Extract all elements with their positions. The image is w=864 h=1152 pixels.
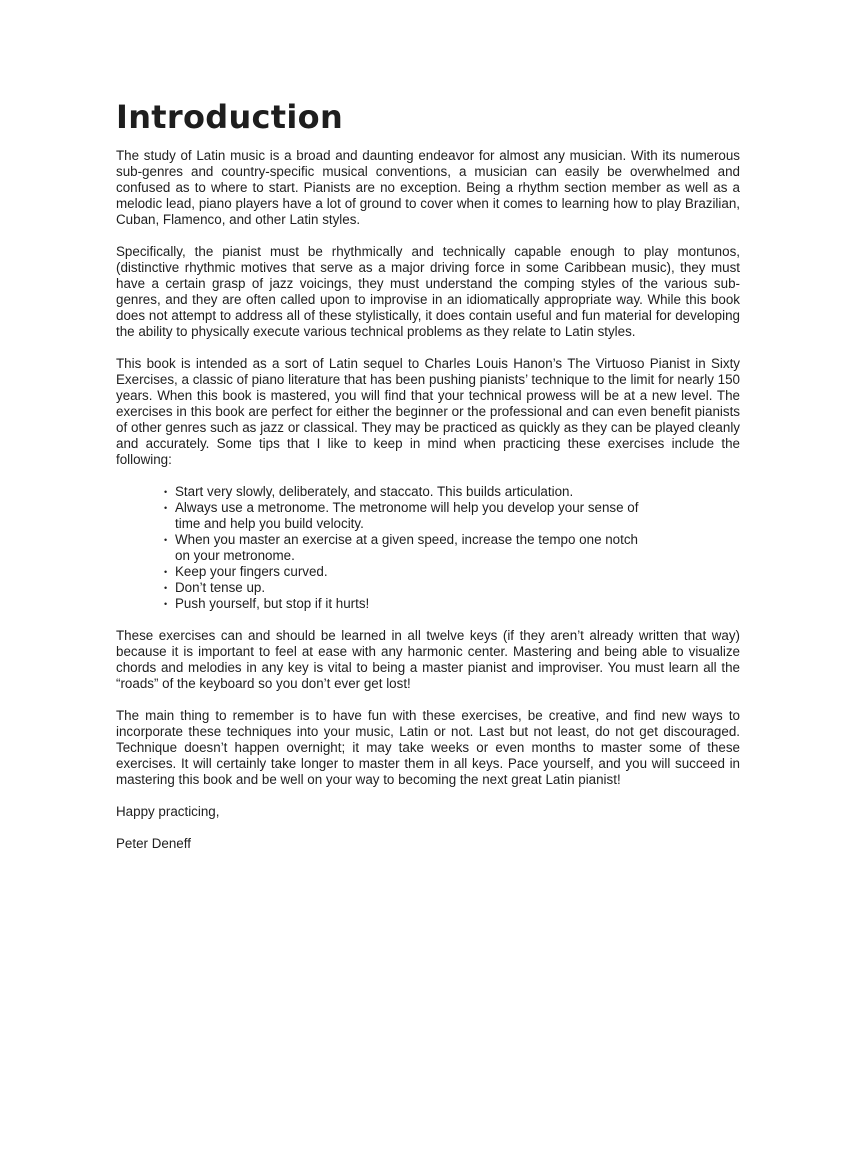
signoff: Happy practicing, xyxy=(116,804,220,819)
tip-item: • When you master an exercise at a given speed, increase the tempo one notch on your metronome. xyxy=(164,532,644,564)
tip-item: • Start very slowly, deliberately, and staccato. This builds articulation. xyxy=(164,484,644,500)
tip-item: • Push yourself, but stop if it hurts! xyxy=(164,596,644,612)
tip-item: • Always use a metronome. The metronome will help you develop your sense of time and help you build velocity. xyxy=(164,500,644,532)
twelve-keys-paragraph: These exercises can and should be learned in all twelve keys (if they aren’t already written that way) because it is important to feel at ease with any harmonic center. Mastering and being able to visualize chords and melodies in any key is vital to being a master pianist and improviser. You must learn all the “roads” of the keyboard so you don’t ever get lost! xyxy=(116,628,740,691)
author-name: Peter Deneff xyxy=(116,836,191,851)
practice-tips-list xyxy=(116,484,644,612)
document-page xyxy=(116,98,740,868)
page-title: Introduction xyxy=(116,98,344,136)
intro-paragraph: The study of Latin music is a broad and daunting endeavor for almost any musician. With its numerous sub-genres and country-specific musical conventions, a musician can easily be overwhelmed and confused as to where to start. Pianists are no exception. Being a rhythm section member as well as a melodic lead, piano players have a lot of ground to cover when it comes to learning how to play Brazilian, Cuban, Flamenco, and other Latin styles. xyxy=(116,148,740,227)
tip-item: • Keep your fingers curved. xyxy=(164,564,644,580)
pianist-skills-paragraph: Specifically, the pianist must be rhythmically and technically capable enough to play montunos, (distinctive rhythmic motives that serve as a major driving force in some Caribbean music), they must have a certain grasp of jazz voicings, they must understand the comping styles of the various sub-genres, and they are often called upon to improvise in an idiomatically appropriate way. While this book does not attempt to address all of these stylistically, it does contain useful and fun material for developing the ability to physically execute various technical problems as they relate to Latin styles. xyxy=(116,244,740,339)
book-purpose-paragraph: This book is intended as a sort of Latin sequel to Charles Louis Hanon’s The Virtuoso Pianist in Sixty Exercises, a classic of piano literature that has been pushing pianists’ technique to the limit for nearly 150 years. When this book is mastered, you will find that your technical prowess will be at a new level. The exercises in this book are perfect for either the beginner or the professional and can even benefit pianists of other genres such as jazz or classical. They may be practiced as quickly as they can be played cleanly and accurately. Some tips that I like to keep in mind when practicing these exercises include the following: xyxy=(116,356,740,467)
have-fun-paragraph: The main thing to remember is to have fun with these exercises, be creative, and find new ways to incorporate these techniques into your music, Latin or not. Last but not least, do not get discouraged. Technique doesn’t happen overnight; it may take weeks or even months to master some of these exercises. It will certainly take longer to master them in all keys. Pace yourself, and you will succeed in mastering this book and be well on your way to becoming the next great Latin pianist! xyxy=(116,708,740,787)
tip-item: • Don’t tense up. xyxy=(164,580,644,596)
